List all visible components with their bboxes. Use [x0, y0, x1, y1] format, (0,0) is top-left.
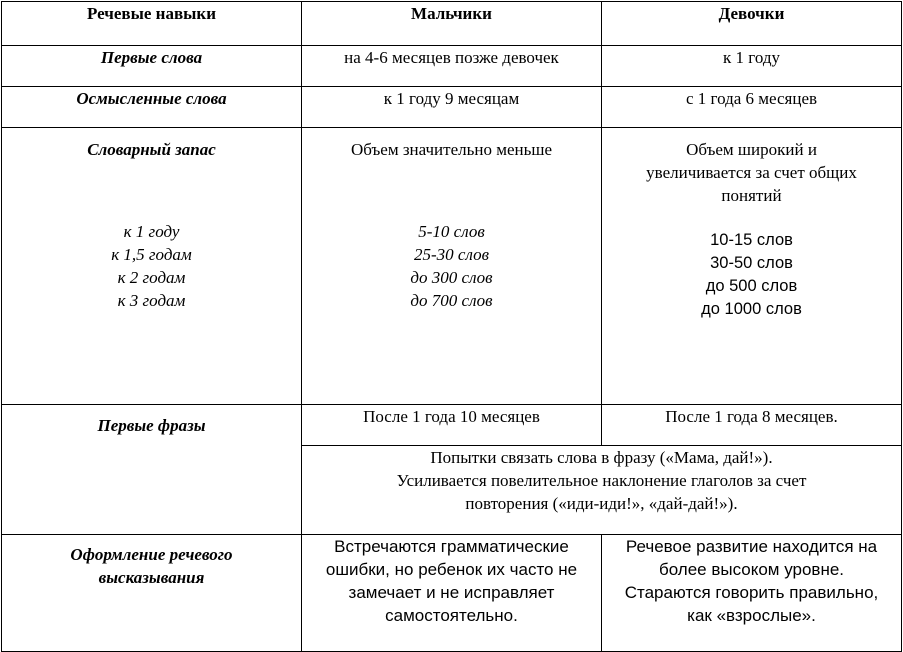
vocabulary-age-4: к 3 годам: [117, 291, 186, 310]
first-words-boys: на 4-6 месяцев позже девочек: [302, 46, 602, 87]
meaningful-words-boys: к 1 году 9 месяцам: [302, 87, 602, 128]
speech-formation-boys: [302, 535, 602, 652]
meaningful-words-girls: с 1 года 6 месяцев: [602, 87, 902, 128]
speech-formation-girls-1: Речевое развитие находится на: [625, 537, 878, 556]
speech-formation-girls-3: Стараются говорить правильно,: [624, 583, 879, 602]
first-phrases-common: [302, 446, 902, 535]
header-row: [2, 2, 902, 46]
speech-formation-girls: [602, 535, 902, 652]
speech-skills-table: [1, 1, 902, 652]
speech-formation-boys-2: ошибки, но ребенок их часто не: [325, 560, 578, 579]
vocabulary-girls-summary-2: увеличивается за счет общих: [646, 163, 857, 182]
vocabulary-age-3: к 2 годам: [117, 268, 186, 287]
vocabulary-age-1: к 1 году: [123, 222, 180, 241]
vocabulary-girls-count-2: 30-50 слов: [710, 254, 793, 272]
first-phrases-label: Первые фразы: [2, 405, 302, 535]
first-phrases-common-1: Попытки связать слова в фразу («Мама, дай!»).: [430, 448, 773, 467]
speech-formation-label: [2, 535, 302, 652]
first-phrases-common-2: Усиливается повелительное наклонение глаголов за счет: [396, 471, 807, 490]
vocabulary-boys-cell: [302, 128, 602, 405]
vocabulary-girls-count-4: до 1000 слов: [701, 300, 802, 318]
speech-formation-label-1: Оформление речевого: [70, 545, 233, 564]
vocabulary-label: Словарный запас: [87, 140, 216, 159]
first-phrases-girls: После 1 года 8 месяцев.: [602, 405, 902, 446]
meaningful-words-label: Осмысленные слова: [2, 87, 302, 128]
row-meaningful-words: [2, 87, 902, 128]
row-first-words: [2, 46, 902, 87]
first-words-label: Первые слова: [2, 46, 302, 87]
speech-formation-boys-3: замечает и не исправляет: [348, 583, 555, 602]
vocabulary-girls-count-1: 10-15 слов: [710, 231, 793, 249]
first-phrases-boys: После 1 года 10 месяцев: [302, 405, 602, 446]
vocabulary-boys-count-3: до 300 слов: [410, 268, 493, 287]
vocabulary-girls-count-3: до 500 слов: [705, 277, 798, 295]
speech-formation-boys-4: самостоятельно.: [385, 606, 518, 625]
speech-formation-label-2: высказывания: [98, 568, 205, 587]
vocabulary-label-cell: [2, 128, 302, 405]
speech-formation-girls-2: более высоком уровне.: [658, 560, 845, 579]
vocabulary-girls-cell: [602, 128, 902, 405]
header-speech-skills: Речевые навыки: [2, 2, 302, 46]
header-girls: Девочки: [602, 2, 902, 46]
row-first-phrases: [2, 405, 902, 446]
vocabulary-boys-count-2: 25-30 слов: [414, 245, 489, 264]
vocabulary-boys-count-1: 5-10 слов: [418, 222, 485, 241]
row-vocabulary: [2, 128, 902, 405]
speech-formation-girls-4: как «взрослые».: [687, 606, 816, 625]
header-boys: Мальчики: [302, 2, 602, 46]
vocabulary-boys-count-4: до 700 слов: [410, 291, 493, 310]
vocabulary-age-2: к 1,5 годам: [111, 245, 192, 264]
vocabulary-girls-summary-1: Объем широкий и: [686, 140, 817, 159]
vocabulary-girls-summary-3: понятий: [721, 186, 782, 205]
first-phrases-common-3: повторения («иди-иди!», «дай-дай!»).: [465, 494, 738, 513]
first-words-girls: к 1 году: [602, 46, 902, 87]
vocabulary-boys-summary: Объем значительно меньше: [350, 140, 553, 159]
speech-formation-boys-1: Встречаются грамматические: [334, 537, 569, 556]
row-speech-formation: [2, 535, 902, 652]
